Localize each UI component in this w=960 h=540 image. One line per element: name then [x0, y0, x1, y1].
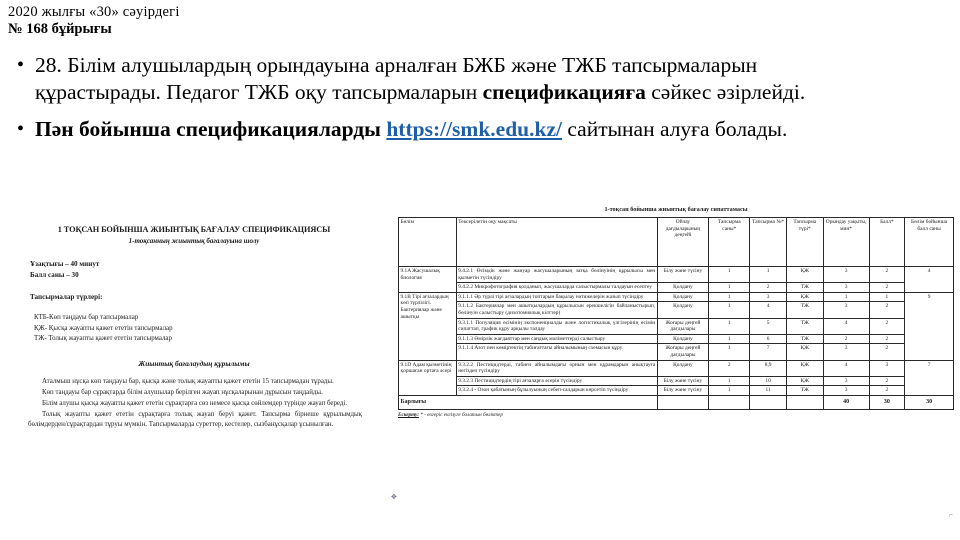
right-doc-title: 1-тоқсан бойынша жиынтық бағалау сипаттамасы	[604, 206, 748, 213]
cell-task-number: 3	[750, 292, 787, 302]
cell-thinking-level: Білу және түсіну	[657, 386, 709, 396]
cell-objective: 9.1.1.1 Әр түрлі тірі ағзалардың топтарын бақылау нәтижелерін жазып түсіндіру	[456, 292, 657, 302]
cell-task-number: 4	[750, 302, 787, 318]
selection-handle-right[interactable]: ⌐	[949, 511, 953, 519]
cell-objective: 9.3.2.2 Пестицидтерді, табиғи айналымдағы орнын мен құрамдарын анықтауға негіздеп түсіндіру	[456, 360, 657, 376]
col-header-thinking-level: Ойлау дағдыларының деңгейі	[657, 218, 709, 267]
cell-duration: 3	[823, 376, 869, 386]
bullet-item-1	[14, 52, 852, 105]
cell-duration: 1	[823, 292, 869, 302]
col-header-section: Бөлім	[399, 218, 457, 267]
cell-score: 3	[869, 360, 905, 376]
footnote-prefix: Ескерту:	[398, 411, 419, 418]
cell-task-number: 8,9	[750, 360, 787, 376]
cell-task-type: ТЖ	[786, 386, 823, 396]
total-duration: 40	[823, 395, 869, 409]
table-row	[399, 302, 954, 318]
table-header-row	[399, 218, 954, 267]
cell-score: 2	[869, 386, 905, 396]
cell-task-type: ҚЖ	[786, 267, 823, 283]
left-doc-subtitle: 1-тоқсанның жиынтық бағалауына шолу	[128, 237, 260, 245]
cell-section-score: 9	[905, 292, 954, 360]
cell-objective: 9.1.1.2 Бактериялар мен ашытқылардың құрылысын ерекшелігін байланыстырып, бөлінуін салыстыру (дихотомиялық кілттер)	[456, 302, 657, 318]
cell-task-count: 1	[709, 283, 750, 293]
order-number-line: № 168 бұйрығы	[8, 21, 112, 37]
cell-thinking-level: Қолдану	[657, 360, 709, 376]
total-number-blank	[750, 395, 787, 409]
cell-score: 2	[869, 376, 905, 386]
table-row	[399, 318, 954, 334]
task-type-item: ҚЖ- Қысқа жауапты қажет ететін тапсырмалар	[34, 324, 173, 332]
cell-section-name: 9.1A Жасушалық биология	[399, 267, 457, 293]
cell-thinking-level: Қолдану	[657, 283, 709, 293]
cell-objective: 9.3.1.1 Популяция өсімінің экспоненциалды және логистикалық үлгілерінің өсімін сипаттап, график құру арқылы талдау	[456, 318, 657, 334]
cell-task-number: 1	[750, 267, 787, 283]
left-doc-structure-title: Жиынтық бағалаудың құрылымы	[138, 358, 250, 368]
cell-duration: 3	[823, 267, 869, 283]
cell-task-number: 10	[750, 376, 787, 386]
table-row	[399, 292, 954, 302]
bullet-marker-icon: •	[17, 118, 25, 140]
cell-task-type: ҚЖ	[786, 376, 823, 386]
bullet-1-part2: сәйкес әзірлейді.	[645, 79, 806, 104]
col-header-task-type: Тапсырма түрі*	[786, 218, 823, 267]
left-doc-paragraph: Көп таңдауы бар сұрақтарда білім алушылар берілген жауап нұсқаларынан дұрысын таңдайды.	[42, 388, 323, 396]
cell-objective: 9.4.2.1 Өсімдік және жануар жасушаларының затқа бөлінуінің құрылысы мен қызметін түсіндіру	[456, 267, 657, 283]
cell-section-score: 4	[905, 267, 954, 293]
cell-section-name: 9.1D Адам қызметінің қоршаған ортаға әсері	[399, 360, 457, 395]
col-header-task-count: Тапсырма саны*	[709, 218, 750, 267]
cell-thinking-level: Қолдану	[657, 334, 709, 344]
table-total-row	[399, 395, 954, 409]
cell-duration: 4	[823, 360, 869, 376]
table-row	[399, 386, 954, 396]
cell-score: 2	[869, 283, 905, 293]
table-footnote	[398, 412, 954, 419]
cell-task-count: 1	[709, 334, 750, 344]
cell-section-name: 9.1B Тірі ағзалардың көп түрлілігі. Бактериялар және ашытқы	[399, 292, 457, 360]
table-row	[399, 376, 954, 386]
table-row	[399, 360, 954, 376]
total-count-blank	[709, 395, 750, 409]
cell-task-type: ТЖ	[786, 302, 823, 318]
cell-thinking-level: Жоғары деңгей дағдылары	[657, 318, 709, 334]
cell-task-type: ҚЖ	[786, 344, 823, 360]
cell-task-count: 1	[709, 292, 750, 302]
cell-task-type: ТЖ	[786, 283, 823, 293]
table-row	[399, 283, 954, 293]
cell-section-score: 7	[905, 360, 954, 395]
col-header-section-score: Бөлім бойынша балл саны	[905, 218, 954, 267]
cell-score: 2	[869, 334, 905, 344]
cell-task-count: 1	[709, 318, 750, 334]
cell-thinking-level: Қолдану	[657, 292, 709, 302]
cell-duration: 2	[823, 334, 869, 344]
col-header-score: Балл*	[869, 218, 905, 267]
cell-objective: 9.1.1.4 Азот пен көміртектің табиғаттағы айналымының схемасын құру	[456, 344, 657, 360]
cell-score: 1	[869, 292, 905, 302]
left-doc-paragraph: Аталмыш нұсқа көп таңдауы бар, қысқа және толық жауапты қажет ететін 15 тапсырмадан тұрады.	[42, 377, 334, 385]
total-section-score: 30	[905, 395, 954, 409]
cell-task-number: 11	[750, 386, 787, 396]
cell-task-number: 6	[750, 334, 787, 344]
bullet-1-part1: 28. Білім алушылардың орындауына арналған БЖБ және ТЖБ тапсырмаларын құрастырады. Педагог ТЖБ оқу тапсырмаларын	[35, 53, 758, 104]
cell-task-count: 1	[709, 302, 750, 318]
bullet-1-bold: спецификацияға	[482, 79, 646, 104]
bullet-2-part2: сайтынан алуға болады.	[561, 117, 788, 141]
total-label: Барлығы	[399, 395, 658, 409]
bullet-item-2	[14, 116, 852, 143]
cell-task-number: 5	[750, 318, 787, 334]
selection-handle-left[interactable]: ✥	[391, 493, 397, 501]
cell-thinking-level: Білу және түсіну	[657, 376, 709, 386]
cell-task-type: ТЖ	[786, 334, 823, 344]
total-thinking-blank	[657, 395, 709, 409]
cell-task-number: 7	[750, 344, 787, 360]
left-doc-types-label: Тапсырмалар түрлері:	[30, 293, 103, 301]
col-header-objective: Тексерілетін оқу мақсаты	[456, 218, 657, 267]
cell-task-count: 2	[709, 360, 750, 376]
specification-overview-document[interactable]	[18, 216, 370, 516]
total-score: 30	[869, 395, 905, 409]
specification-site-link[interactable]: https://smk.edu.kz/	[386, 117, 562, 141]
bullet-1-text	[35, 52, 852, 105]
cell-duration: 3	[823, 344, 869, 360]
cell-duration: 4	[823, 318, 869, 334]
cell-task-type: ТЖ	[786, 318, 823, 334]
cell-thinking-level: Жоғары деңгей дағдылары	[657, 344, 709, 360]
cell-thinking-level: Білу және түсіну	[657, 267, 709, 283]
cell-task-count: 1	[709, 376, 750, 386]
cell-duration: 3	[823, 283, 869, 293]
left-doc-title: 1 ТОҚСАН БОЙЫНША ЖИЫНТЫҚ БАҒАЛАУ СПЕЦИФИКАЦИЯСЫ	[57, 225, 331, 234]
table-row	[399, 267, 954, 283]
cell-score: 2	[869, 318, 905, 334]
left-doc-duration: Ұзақтығы – 40 минут	[30, 260, 100, 268]
cell-duration: 3	[823, 386, 869, 396]
assessment-specification-table-document[interactable]	[398, 206, 954, 419]
cell-task-count: 1	[709, 344, 750, 360]
cell-task-type: ҚЖ	[786, 360, 823, 376]
cell-task-count: 1	[709, 386, 750, 396]
col-header-task-number: Тапсырма №*	[750, 218, 787, 267]
cell-score: 2	[869, 344, 905, 360]
cell-task-count: 1	[709, 267, 750, 283]
table-row	[399, 334, 954, 344]
bullet-marker-icon: •	[17, 54, 25, 76]
cell-score: 2	[869, 267, 905, 283]
cell-score: 2	[869, 302, 905, 318]
table-row	[399, 344, 954, 360]
order-date-line: 2020 жылғы «30» сәуірдегі	[8, 4, 180, 20]
bullet-2-text	[35, 116, 852, 143]
left-doc-paragraph: Толық жауапты қажет ететін сұрақтарға толық жауап беруі қажет. Тапсырма бірнеше құрылымдық бөлімдерден/сұрақтардан тұруы мүмкін. Тапсырмаларда суреттер, кестелер, сызбанұсқалар ұсынылған.	[28, 411, 362, 429]
cell-task-number: 2	[750, 283, 787, 293]
bullet-2-bold: Пән бойынша спецификацияларды	[35, 117, 387, 141]
total-type-blank	[786, 395, 823, 409]
cell-task-type: ҚЖ	[786, 292, 823, 302]
slide-header	[8, 4, 428, 38]
specification-table	[398, 217, 954, 410]
cell-thinking-level: Қолдану	[657, 302, 709, 318]
cell-objective: 9.3.2.4 - Озон қабатының бұзылуының себеп-салдарын көрсетіп түсіндіру	[456, 386, 657, 396]
cell-objective: 9.1.1.3 Өмірлік жағдаяттар мен сандық мәліметтерді салыстыру	[456, 334, 657, 344]
left-doc-types-list	[34, 313, 370, 345]
cell-objective: 9.3.2.3 Пестицидтердің тірі ағзаларға әсерін түсіндіру	[456, 376, 657, 386]
cell-duration: 3	[823, 302, 869, 318]
bullet-list	[14, 52, 852, 154]
col-header-duration: Орындау уақыты, мин*	[823, 218, 869, 267]
task-type-item: ТЖ- Толық жауапты қажет ететін тапсырмалар	[34, 335, 172, 342]
cell-objective: 9.4.2.2 Микрофотография қолданып, жасушаларда салыстырмалы талдауын есептеу	[456, 283, 657, 293]
task-type-item: КТБ-Көп таңдауы бар тапсырмалар	[34, 314, 139, 321]
left-doc-points: Балл саны – 30	[30, 270, 79, 279]
footnote-text: * - өзгеріс енгізуге болатын бөліктер	[418, 411, 503, 418]
left-doc-paragraph: Білім алушы қысқа жауапты қажет ететін сұрақтарға сөз немесе қысқа сөйлемдер түрінде жауап береді.	[42, 399, 348, 407]
